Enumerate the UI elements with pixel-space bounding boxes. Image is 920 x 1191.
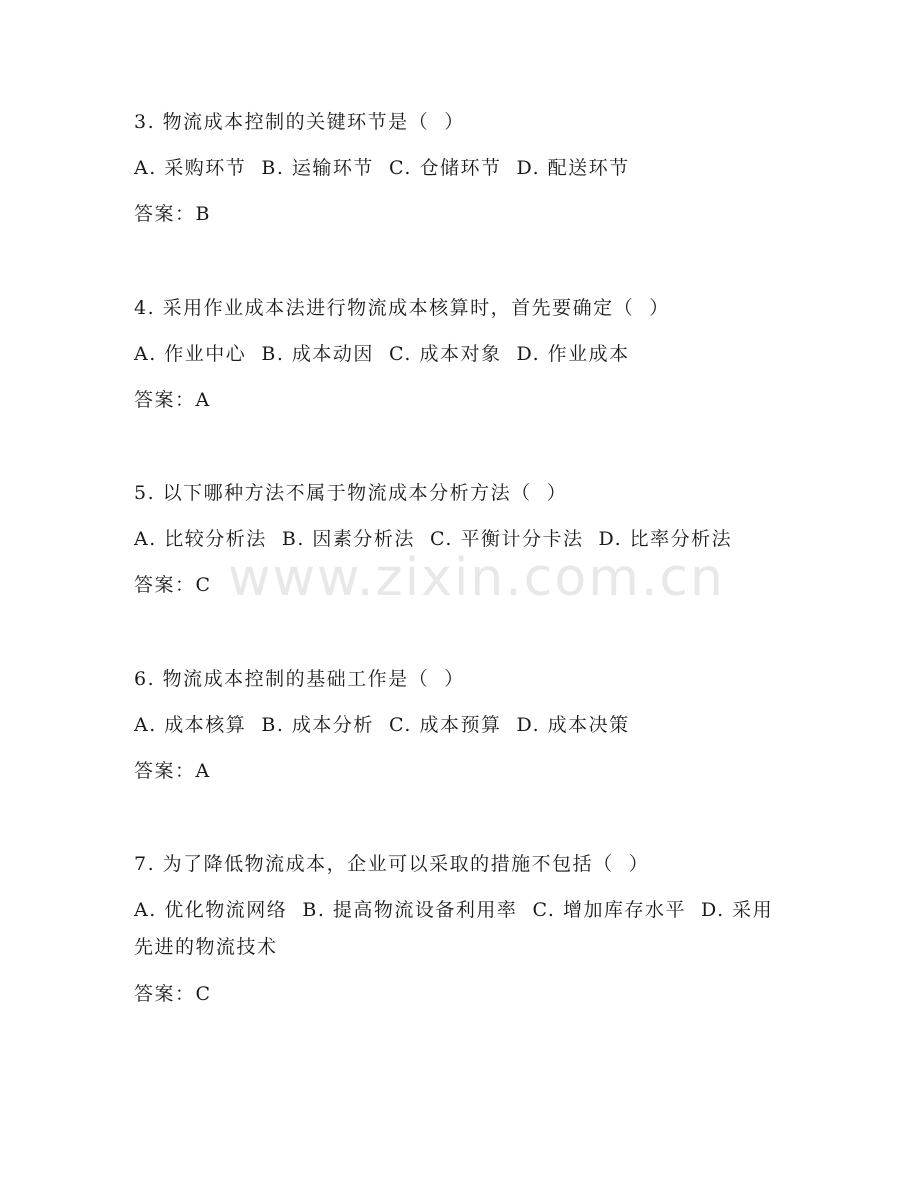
question-options: A. 比较分析法 B. 因素分析法 C. 平衡计分卡法 D. 比率分析法 [134,528,733,550]
question-stem: 7. 为了降低物流成本，企业可以采取的措施不包括（ ） [134,853,650,875]
question-options: A. 优化物流网络 B. 提高物流设备利用率 C. 增加库存水平 D. 采用先进的物流技术 [134,899,774,958]
question-options: A. 作业中心 B. 成本动因 C. 成本对象 D. 作业成本 [134,343,630,365]
question-5 [134,475,784,604]
question-stem: 4. 采用作业成本法进行物流成本核算时，首先要确定（ ） [134,297,670,319]
question-answer: 答案：C [134,983,212,1005]
question-answer: 答案：C [134,574,212,596]
watermark: www.zixin.com.cn [228,548,725,608]
question-stem: 3. 物流成本控制的关键环节是（ ） [134,111,465,133]
question-4 [134,290,784,419]
question-options: A. 采购环节 B. 运输环节 C. 仓储环节 D. 配送环节 [134,157,630,179]
question-stem: 6. 物流成本控制的基础工作是（ ） [134,668,465,690]
question-answer: 答案：A [134,760,211,782]
question-answer: 答案：A [134,389,211,411]
question-stem: 5. 以下哪种方法不属于物流成本分析方法（ ） [134,482,568,504]
question-7 [134,846,784,1013]
question-options: A. 成本核算 B. 成本分析 C. 成本预算 D. 成本决策 [134,714,630,736]
question-6 [134,661,784,790]
question-3 [134,104,784,233]
question-answer: 答案：B [134,203,211,225]
